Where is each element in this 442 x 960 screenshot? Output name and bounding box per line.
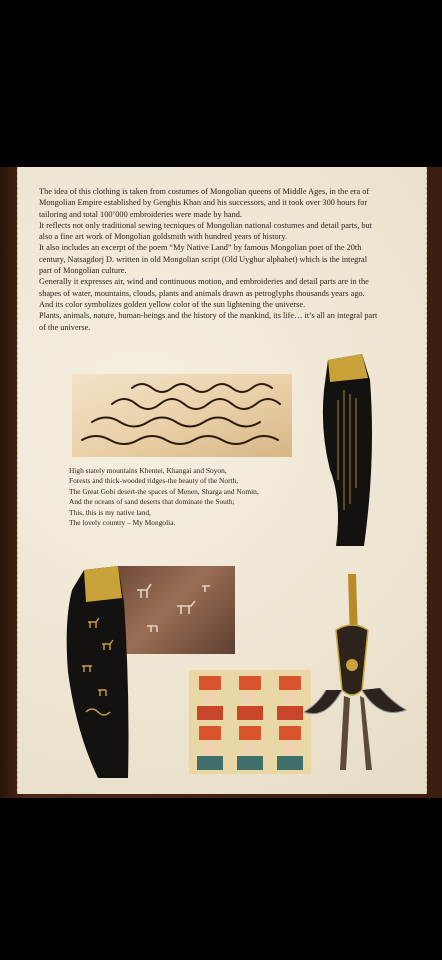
description-line: of the universe. (39, 322, 91, 332)
manuscript-image (72, 374, 292, 457)
description-line: century, Natsagdorj D. written in old Mongolian script (Old Uyghur alphabet) which is the integral (39, 254, 368, 264)
description-line: also a fine art work of Mongolian goldsmith with hundred years of history. (39, 232, 288, 242)
poem-line: This, this is my native land, (69, 507, 151, 517)
description-text (39, 186, 407, 333)
description-line: shapes of water, mountains, clouds, plants and animals drawn as petroglyphs thousands years ago. (39, 288, 365, 298)
petroglyph-image (117, 566, 235, 654)
description-line: The idea of this clothing is taken from costumes of Mongolian queens of Middle Ages, in the era of (39, 187, 370, 196)
petroglyph-robe-image (62, 562, 132, 782)
poem-line: And the oceans of sand deserts that dominate the South; (69, 497, 235, 507)
gold-pendant-ornament-image (296, 570, 412, 782)
description-line: Plants, animals, nature, human-beings and the history of the mankind, its life… it’s all an integral part (39, 311, 378, 321)
description-line: It also includes an excerpt of the poem “My Native Land” by famous Mongolian poet of the 20th (39, 243, 362, 253)
description-line: tailoring and total 100’000 embroideries were made by hand. (39, 209, 242, 219)
poem-line: The lovely country – My Mongolia. (69, 518, 176, 528)
poem-excerpt (69, 466, 319, 528)
description-line: Generally it expresses air, wind and continuous motion, and embroideries and detail parts are in the (39, 277, 369, 287)
embroidered-robe-image (316, 350, 378, 550)
description-line: part of Mongolian culture. (39, 266, 127, 276)
description-line: Mongolian Empire established by Genghis Khan and his successors, and it took over 300 hours for (39, 198, 368, 208)
queen-portraits-image (189, 670, 311, 774)
description-line: It reflects not only traditional sewing tecniques of Mongolian national costumes and detail parts, but (39, 220, 372, 230)
description-line: And its color symbolizes golden yellow color of the sun lightening the universe. (39, 299, 306, 309)
poem-line: The Great Gobi desert-the spaces of Menen, Sharga and Nomin, (69, 486, 259, 496)
poem-line: Forests and thick-wooded ridges-the beauty of the North, (69, 476, 239, 486)
poem-line: High stately mountains Khentei, Khangai and Soyon, (69, 466, 227, 475)
